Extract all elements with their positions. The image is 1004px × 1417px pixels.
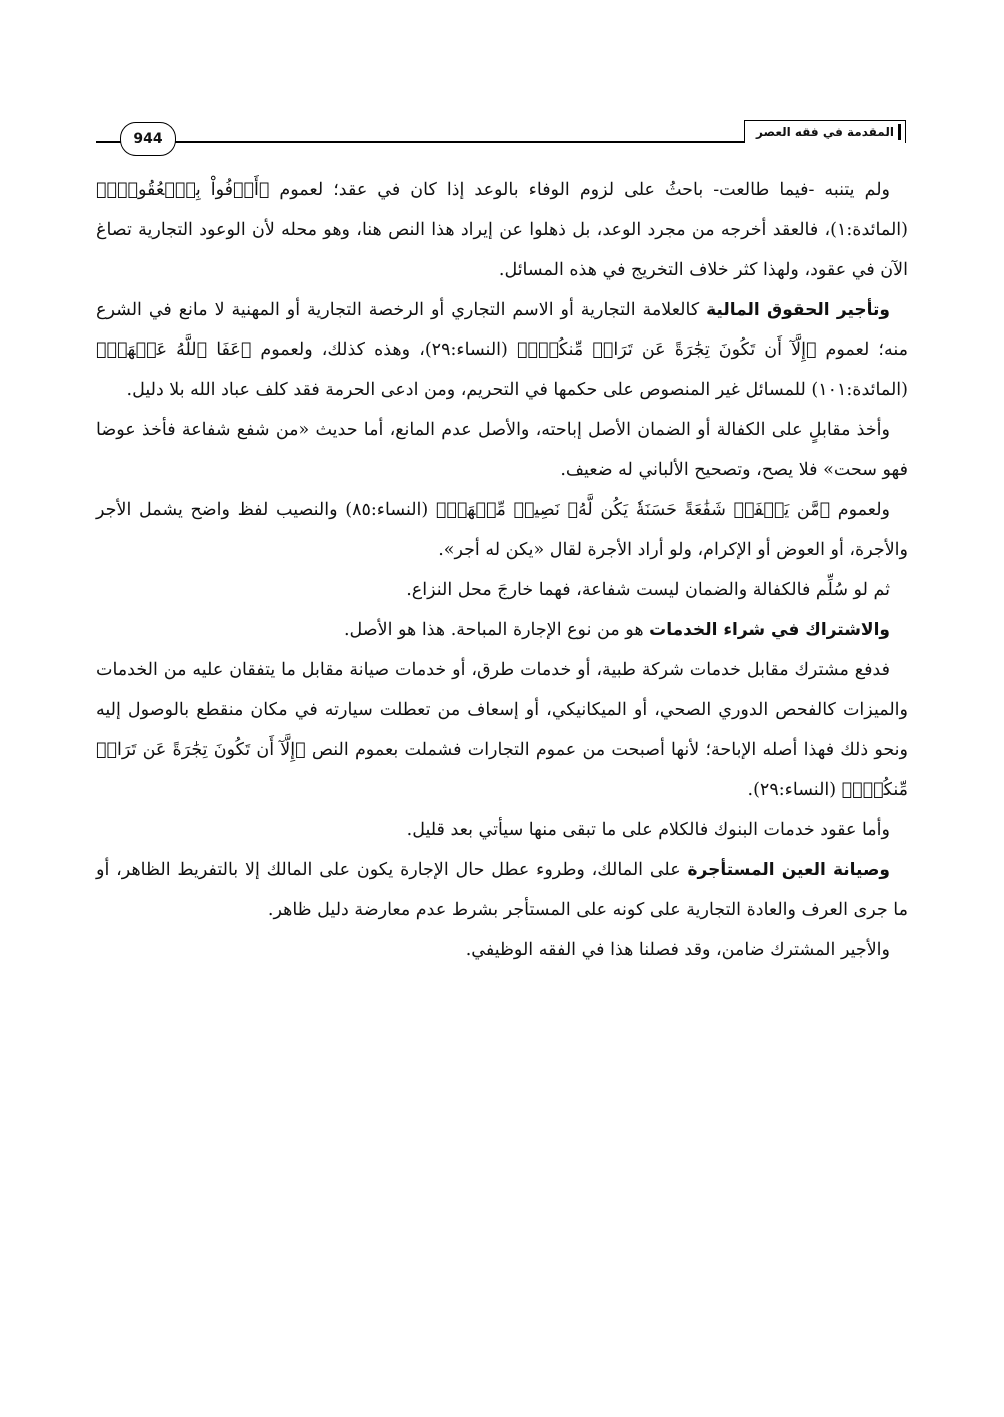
paragraph-5 [96,570,908,610]
book-title: المقدمة في فقه العصر [756,125,894,139]
paragraph-2-heading: وتأجير الحقوق المالية [706,300,890,320]
paragraph-5-text: ثم لو سُلِّم فالكفالة والضمان ليست شفاعة، فهما خارجَ محل النزاع. [406,580,890,600]
paragraph-2 [96,290,908,410]
paragraph-7 [96,650,908,810]
paragraph-9 [96,850,908,930]
paragraph-8 [96,810,908,850]
paragraph-4-text: ولعموم ﴿مَّن يَشۡفَعۡ شَفَٰعَةً حَسَنَةٗ يَكُن لَّهُۥ نَصِيبٞ مِّنۡهَاۖ﴾ (النساء:٨٥) والنصيب لفظ واضح يشمل الأجر والأجرة، أو العوض أو الإكرام، ولو أراد الأجرة لقال «يكن له أجر». [96,500,908,560]
paragraph-3 [96,410,908,490]
paragraph-2-text: كالعلامة التجارية أو الاسم التجاري أو الرخصة التجارية أو المهنية لا مانع في الشرع منه؛ لعموم ﴿إِلَّآ أَن تَكُونَ تِجَٰرَةً عَن تَرَاضٖ مِّنكُمۡۚ﴾ (النساء:٢٩)، وهذه كذلك، ولعموم ﴿عَفَا ٱللَّهُ عَنۡهَاۗ﴾ (المائدة:١٠١) للمسائل غير المنصوص على حكمها في التحريم، ومن ادعى الحرمة فقد كلف عباد الله بلا دليل. [96,300,908,400]
page-number: 944 [120,122,176,156]
page-header [96,118,906,150]
paragraph-10 [96,930,908,970]
paragraph-9-text: على المالك، وطروء عطل حال الإجارة يكون على المالك إلا بالتفريط الظاهر، أو ما جرى العرف والعادة التجارية على كونه على المستأجر بشرط عدم معارضة دليل ظاهر. [96,860,908,920]
paragraph-1 [96,170,908,290]
paragraph-3-text: وأخذ مقابلٍ على الكفالة أو الضمان الأصل إباحته، والأصل عدم المانع، أما حديث «من شفع شفاعة فأخذ عوضا فهو سحت» فلا يصح، وتصحيح الألباني له ضعيف. [96,420,908,480]
paragraph-7-text: فدفع مشترك مقابل خدمات شركة طبية، أو خدمات طرق، أو خدمات صيانة مقابل ما يتفقان عليه من الخدمات والميزات كالفحص الدوري الصحي، أو الميكانيكي، أو إسعاف من تعطلت سيارته في مكان منقطع بالوصول إليه ونحو ذلك فهذا أصله الإباحة؛ لأنها أصبحت من عموم التجارات فشملت بعموم النص ﴿إِلَّآ أَن تَكُونَ تِجَٰرَةً عَن تَرَاضٖ مِّنكُمۡۚ﴾ (النساء:٢٩). [96,660,908,800]
paragraph-1-text: ولم يتنبه -فيما طالعت- باحثُ على لزوم الوفاء بالوعد إذا كان في عقد؛ لعموم ﴿أَوۡفُواْ بِٱلۡعُقُودِۚ﴾ (المائدة:١)، فالعقد أخرجه من مجرد الوعد، بل ذهلوا عن إيراد هذا النص هنا، وهو محله لأن الوعود التجارية تصاغ الآن في عقود، ولهذا كثر خلاف التخريج في هذه المسائل. [96,180,908,280]
page-body [96,170,908,970]
book-title-box [744,120,906,143]
paragraph-4 [96,490,908,570]
paragraph-8-text: وأما عقود خدمات البنوك فالكلام على ما تبقى منها سيأتي بعد قليل. [406,820,890,840]
title-bar-mark [898,124,901,140]
paragraph-9-heading: وصيانة العين المستأجرة [687,860,890,880]
paragraph-6-heading: والاشتراك في شراء الخدمات [649,620,890,640]
paragraph-10-text: والأجير المشترك ضامن، وقد فصلنا هذا في الفقه الوظيفي. [465,940,890,960]
paragraph-6 [96,610,908,650]
paragraph-6-text: هو من نوع الإجارة المباحة. هذا هو الأصل. [343,620,650,640]
